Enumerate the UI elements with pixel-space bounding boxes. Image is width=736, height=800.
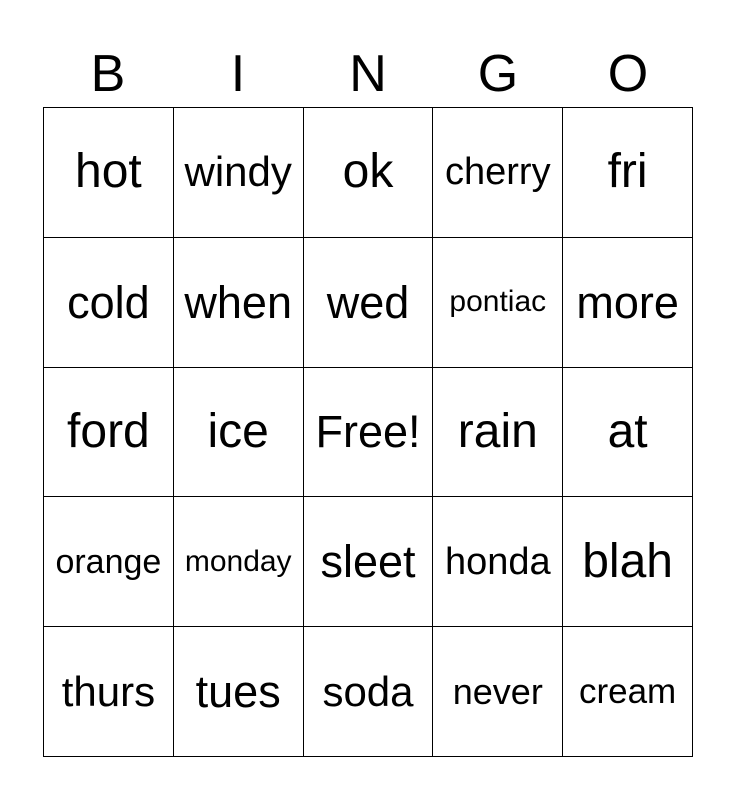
bingo-cell: blah: [563, 497, 693, 627]
bingo-cell: more: [563, 238, 693, 368]
header-letter-g: G: [477, 45, 519, 103]
bingo-cell: ok: [304, 108, 434, 238]
bingo-cell: wed: [304, 238, 434, 368]
header-letter-n: N: [349, 45, 387, 103]
free-space-cell: Free!: [304, 368, 434, 498]
bingo-cell: rain: [433, 368, 563, 498]
bingo-cell: ice: [174, 368, 304, 498]
bingo-cell: hot: [44, 108, 174, 238]
bingo-cell: tues: [174, 627, 304, 757]
bingo-board: [43, 107, 693, 757]
bingo-cell: pontiac: [433, 238, 563, 368]
bingo-cell: never: [433, 627, 563, 757]
header-letter-b: B: [90, 45, 126, 103]
bingo-cell: honda: [433, 497, 563, 627]
bingo-cell: monday: [174, 497, 304, 627]
bingo-cell: ford: [44, 368, 174, 498]
bingo-cell: windy: [174, 108, 304, 238]
bingo-cell: when: [174, 238, 304, 368]
bingo-header: [43, 40, 693, 108]
bingo-cell: at: [563, 368, 693, 498]
bingo-cell: cream: [563, 627, 693, 757]
bingo-cell: soda: [304, 627, 434, 757]
bingo-cell: cold: [44, 238, 174, 368]
bingo-cell: cherry: [433, 108, 563, 238]
bingo-cell: sleet: [304, 497, 434, 627]
bingo-cell: thurs: [44, 627, 174, 757]
header-letter-i: I: [230, 45, 246, 103]
bingo-cell: fri: [563, 108, 693, 238]
header-letter-o: O: [607, 45, 649, 103]
bingo-cell: orange: [44, 497, 174, 627]
